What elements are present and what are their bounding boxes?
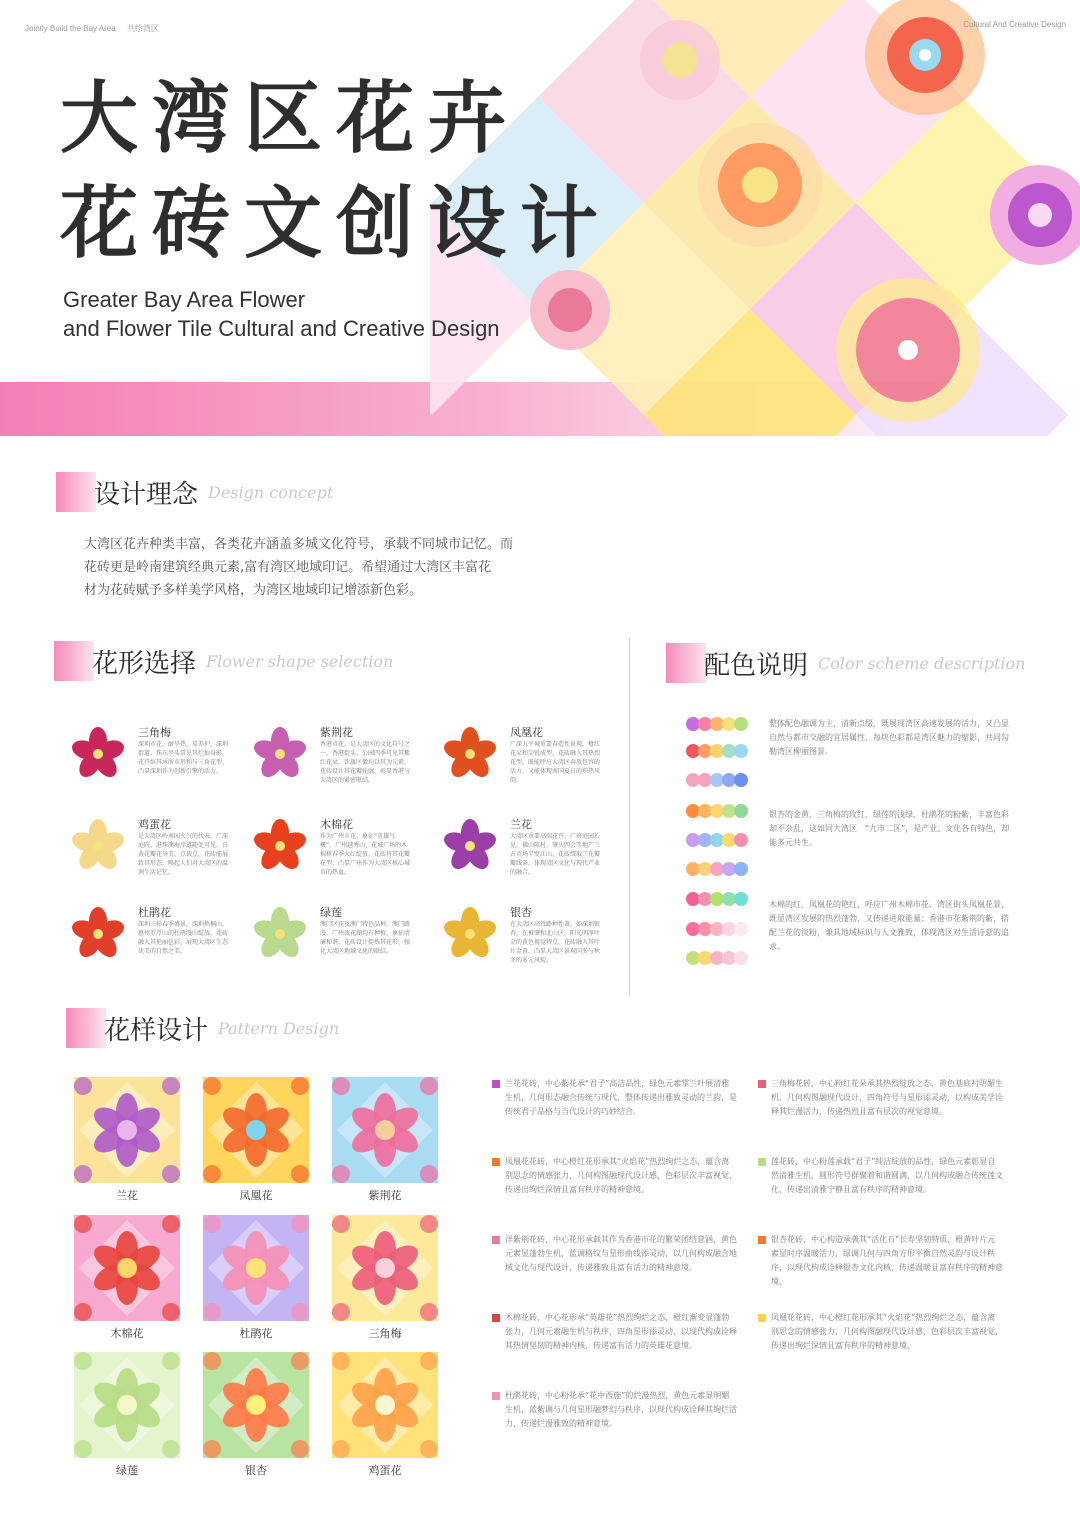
flower-name: 木棉花 <box>320 818 353 831</box>
flower-description: 澳门区花及澳门特色品种，澳门路漫、广州流花湖均有种植，象征清廉和谐，花砖设计提炼其花形，强化大湾区地域文化的联结。 <box>320 921 410 955</box>
english-title-line1: Greater Bay Area Flower <box>63 287 306 312</box>
color-title: 配色说明 <box>704 650 809 681</box>
top-right-tagline: Cultural And Creative Design <box>963 20 1066 29</box>
flower-description: 是大湾区岭南园火气的代表，广深庭院、港珠澳海岸道随处可见，白黄花瓣花身美，点载点，花砖能展致其形态，唤起人们对大湾区的温润生活记忆。 <box>138 833 228 876</box>
pattern-tile <box>332 1077 438 1183</box>
color-swatch-row <box>686 773 746 787</box>
bullet-square <box>492 1080 500 1088</box>
pattern-tile-label: 兰花 <box>116 1189 138 1202</box>
color-dot <box>734 833 748 847</box>
pattern-tile <box>203 1352 309 1458</box>
flower-name: 鸡蛋花 <box>138 818 171 831</box>
pattern-title-en: Pattern Design <box>218 1018 340 1038</box>
pattern-description-text: 兰花花砖，中心紫花承“君子”高洁品性，绿色元素掌兰叶展清雅生机，几何形态融合传统与现代，整体传递出雅致灵动的兰韵，是传统君子品格与当代设计的巧妙结合。 <box>505 1079 737 1116</box>
flower-description: 深圳三样春季盛景，深圳梧桐山、惠州罗浮山的杜鹃漫山绽放，花砖融入其艳丽色彩，展现大湾区生态优美的自然之美。 <box>138 921 228 955</box>
main-title-line1: 大湾区花卉 <box>60 74 521 164</box>
flower-item <box>434 718 609 798</box>
flower-description: 大湾区重要高端花卉，广府庭园长见，佛山陈村、肇庆四会等地产兰占市场半壁江山，花砖缀取兰花瓣瓣线条，体现湾区文化与现代产业的融合。 <box>510 833 600 876</box>
color-swatch-row <box>686 951 746 965</box>
color-section-header <box>666 643 1025 683</box>
flower-photo-icon <box>66 902 130 966</box>
flower-description: 香港市花，是大湾区的文化符号之一，香港街头、公园四季可见其紫红花朵，饮旗区徽均以其为元素，花砖设计其花瓣轮廓，彰显香港与大湾区的紧密联结。 <box>320 741 410 784</box>
shape-title-en: Flower shape selection <box>206 651 394 671</box>
top-left-tagline: Jointly Build the Bay Area 共绘湾区 <box>25 24 159 33</box>
pattern-tile <box>74 1352 180 1458</box>
pattern-tile <box>74 1215 180 1321</box>
color-dot <box>734 717 748 731</box>
bullet-square <box>492 1158 500 1166</box>
color-paragraph-1: 整体配色融调为主，清新点缀，既展现湾区高速发展的活力，又凸显自然与都市交融的宜居属性，每块色彩都是湾区魅力的缩影，共同勾勒湾区柳丽图景。 <box>769 719 1009 756</box>
concept-title-en: Design concept <box>208 482 334 502</box>
color-dot <box>734 773 748 787</box>
color-swatch-row <box>686 833 746 847</box>
pattern-tile <box>203 1077 309 1183</box>
color-swatch-row <box>686 922 746 936</box>
pattern-description-text: 莲花砖，中心粉莲承载“君子”纯洁绽放的品性，绿色元素彰显自然清雅生机，圆形符号群聚着和谐圆满，以几何构成融合传统莲文化，传递出清雅宁静且富有秩序的精神意境。 <box>771 1157 1003 1194</box>
flower-photo-icon <box>66 814 130 878</box>
flower-item <box>62 898 237 978</box>
bullet-square <box>758 1236 766 1244</box>
color-dot <box>734 862 748 876</box>
color-dot <box>734 892 748 906</box>
color-dot <box>734 804 748 818</box>
concept-line: 材为花砖赋予多样美学风格，为湾区地域印记增添新色彩。 <box>84 583 423 598</box>
flower-item <box>62 718 237 798</box>
pattern-description-text: 三角梅花砖，中心粉红花朵承其热烈绽放之态，黄色基底衬明媚生机，几何构图融现代设计，四角符号与星形添灵动，以构成美学诠释其烂漫活力，传递热烈且富有层次的视觉意境。 <box>771 1079 1003 1116</box>
concept-line: 大湾区花卉种类丰富，各类花卉涵盖多城文化符号，承载不同城市记忆。而 <box>84 537 514 552</box>
pattern-description-text: 凤凰花花砖，中心橙红花形承其“火焰花”热烈绚烂之态，蕴含离别思念的情感张力，几何构图融现代设计感，色彩层次丰富视觉，传递出绚烂深情且富有秩序的精神意境。 <box>771 1313 1003 1350</box>
color-dot <box>734 922 748 936</box>
bullet-square <box>492 1314 500 1322</box>
flower-photo-icon <box>66 722 130 786</box>
pattern-tile-label: 银杏 <box>245 1464 267 1477</box>
pattern-tile-label: 鸡蛋花 <box>368 1464 402 1477</box>
concept-title: 设计理念 <box>94 479 199 510</box>
pattern-tile-grid <box>74 1077 444 1487</box>
flower-description: 广深五平城重要春造性景观，橙红花朵和尖锐成型，花砖融入其热烈花型，既能呼应大湾区奔放包容的活力，又能体现南国夏日的炽热风韵。 <box>510 741 600 784</box>
flower-name: 凤凰花 <box>510 726 543 739</box>
concept-line: 花砖更是岭南建筑经典元素,富有湾区地域印记。希望通过大湾区丰富花 <box>84 560 492 575</box>
pattern-description-text: 凤凰花花砖，中心橙红花形承其“火焰花”热烈绚烂之态，蕴含离别思念的情感张力，几何构图融现代设计感，色彩层次丰富视觉，传递出绚烂深情且富有秩序的精神意境。 <box>505 1157 737 1194</box>
pattern-tile-label: 紫荆花 <box>368 1189 402 1202</box>
pattern-tile <box>332 1215 438 1321</box>
bullet-square <box>492 1392 500 1400</box>
flower-photo-icon <box>438 722 502 786</box>
color-dot <box>734 951 748 965</box>
flower-name: 三角梅 <box>138 726 171 739</box>
flower-item <box>244 718 419 798</box>
pattern-tile-label: 三角梅 <box>368 1327 402 1340</box>
flower-item <box>434 898 609 978</box>
flower-photo-icon <box>248 902 312 966</box>
pattern-section-header <box>66 1008 339 1048</box>
flower-description: 作为广州市花，象征“英雄气概”，广州越秀山、花城广场的木棉树春季火红绽放，花砖将其花瓣花型，凸显广州作为大湾区核心城市的热血。 <box>320 833 410 876</box>
bullet-square <box>758 1314 766 1322</box>
pattern-tile <box>203 1215 309 1321</box>
concept-section-header <box>56 472 333 512</box>
flower-description: 深圳市花，耐旱热，易养护，深圳街道、珠东坐头常见其烂灿身影，花卉缤其承所市形和与三角花型，凸显深圳作为创新引擎的活力。 <box>138 741 228 775</box>
bullet-square <box>758 1080 766 1088</box>
flower-photo-icon <box>248 814 312 878</box>
flower-item <box>244 898 419 978</box>
color-swatch-row <box>686 892 746 906</box>
color-paragraph-3: 木棉的红、凤凰花的艳红，呼应广州木棉市花、湾区街头凤凰花景，既显湾区发展的热烈蓬勃，又传递进取能量；香港市花紫荆的紫，搭配兰花的淡粉，兼具地域标识与人文雅致，体现湾区对生活诗意的追求。 <box>769 900 1009 951</box>
flower-item <box>244 810 419 890</box>
pattern-tile <box>332 1352 438 1458</box>
pattern-tile-label: 木棉花 <box>110 1327 144 1340</box>
pattern-tile <box>74 1077 180 1183</box>
flower-item <box>434 810 609 890</box>
flower-description: 在大湾区高耸路种性著，如深圳银杏，在被肇和北山区，阳光明净叶金的黄色视觉特点，花砖融入其叶片金黄，凸显大湾区景观国多与秋冬的多元风貌。 <box>510 921 600 964</box>
color-swatch-row <box>686 862 746 876</box>
pattern-description-text: 洋紫荆花砖，中心花形承载其作为香港市花的繁荣团结意涵，黄色元素显蓬勃生机，蓝调格纹与星形曲线添灵动，以几何构成融合地域文化与现代设计，传递雅致且富有活力的精神意境。 <box>505 1235 737 1272</box>
color-swatch-row <box>686 804 746 818</box>
color-paragraph-2: 银杏的金黄、三角梅的玫红、绿莲的浅绿、杜鹃花的粉紫，丰富色彩却不杂乱，这如同大湾区 “九市二区”，是产业、文化各有特色，却能多元共生。 <box>769 810 1010 847</box>
flower-photo-icon <box>248 722 312 786</box>
shape-title: 花形选择 <box>92 648 197 679</box>
hero-banner <box>0 0 1080 436</box>
color-swatch-row <box>686 717 746 731</box>
bullet-square <box>492 1236 500 1244</box>
color-title-en: Color scheme description <box>818 653 1026 673</box>
vertical-divider <box>629 638 630 996</box>
flower-name: 银杏 <box>510 906 532 919</box>
pattern-description-text: 银杏花砖，中心构造承袭其“活化石”长寿坚韧特质，橙黄叶片元素显时序温暖活力，绿调几何与四角方形平衡自然灵韵与设计秩序，以现代构成诠释银杏文化内核，传递温暖且富有秩序的精神意境。 <box>771 1235 1003 1286</box>
flower-name: 兰花 <box>510 818 532 831</box>
pattern-tile-label: 凤凰花 <box>239 1189 273 1202</box>
main-title-line2: 花砖文创设计 <box>60 179 613 269</box>
bullet-square <box>758 1158 766 1166</box>
concept-paragraph <box>84 533 544 602</box>
flower-name: 杜鹃花 <box>138 906 171 919</box>
english-title-line2: and Flower Tile Cultural and Creative Design <box>63 316 500 341</box>
flower-name: 绿莲 <box>320 906 342 919</box>
pattern-tile-label: 杜鹃花 <box>239 1327 273 1340</box>
shape-section-header <box>54 641 393 681</box>
pattern-description-text: 杜鹃花砖，中心粉花承“花中西施”的烂漫热烈，黄色元素显明媚生机，蓝紫调与几何星形融梦幻与秩序，以现代构成诠释其绚烂活力，传递烂漫雅致的精神意境。 <box>505 1391 737 1428</box>
pattern-tile-label: 绿莲 <box>116 1464 138 1477</box>
flower-item <box>62 810 237 890</box>
flower-name: 紫荆花 <box>320 726 353 739</box>
pattern-title: 花样设计 <box>104 1015 209 1046</box>
color-dot <box>734 744 748 758</box>
pattern-description-text: 木棉花砖，中心花形承“英雄花”热烈绚烂之态，橙红渐变显蓬勃张力，几何元素融生机与秩序，四角星形添灵动，以现代构成诠释其热情坚韧的精神内核，传递富有活力的英雄花意境。 <box>505 1313 737 1350</box>
flower-photo-icon <box>438 902 502 966</box>
flower-photo-icon <box>438 814 502 878</box>
color-swatch-row <box>686 744 746 758</box>
flower-shape-grid <box>62 718 602 978</box>
